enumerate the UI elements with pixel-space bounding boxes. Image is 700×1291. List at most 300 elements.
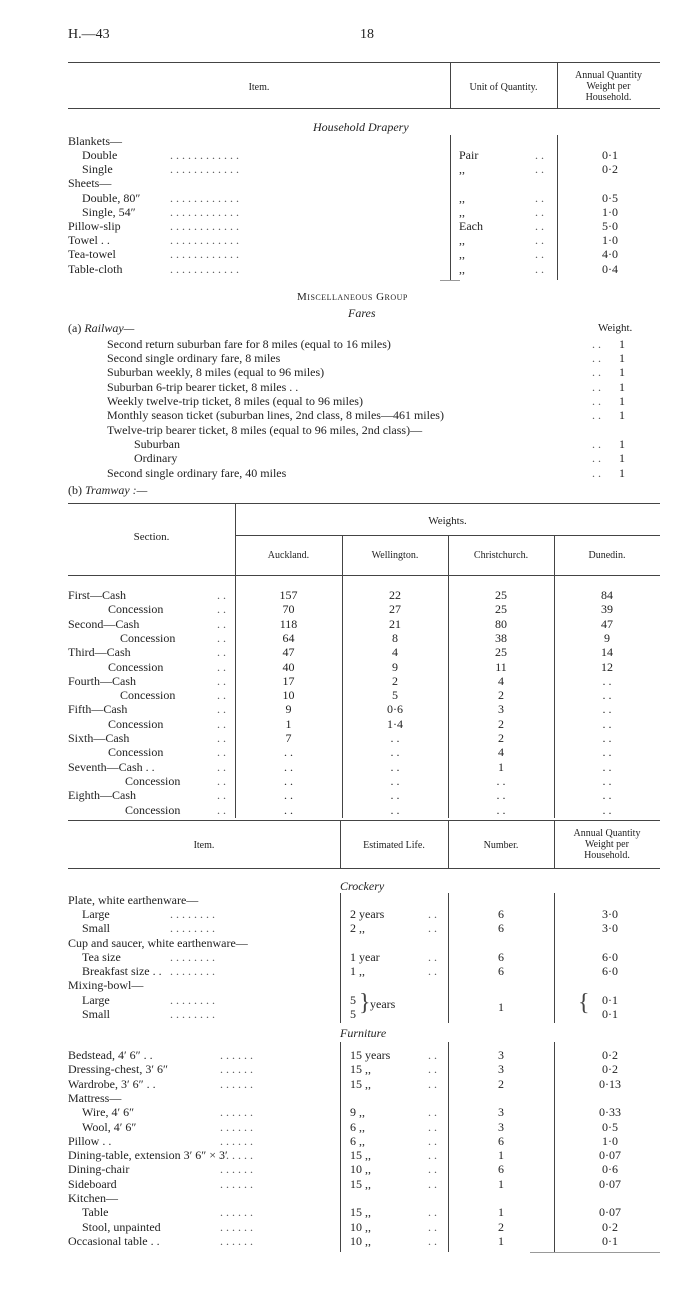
tram-value: 2 bbox=[498, 731, 504, 745]
tram-value: 10 bbox=[282, 688, 295, 703]
furniture-number: 3 bbox=[498, 1119, 504, 1134]
tram-value: 27 bbox=[389, 602, 401, 617]
tram-value: . . bbox=[390, 745, 400, 760]
dot-leader: . . bbox=[428, 1176, 437, 1191]
dot-leader: . . . . . . bbox=[220, 1119, 253, 1134]
furniture-life: 9 ,, bbox=[350, 1105, 365, 1120]
crockery-number: 1 bbox=[498, 1000, 504, 1014]
tram-value: 9 bbox=[392, 659, 398, 674]
crockery-qty: 3·0 bbox=[602, 907, 618, 921]
tram-value: . . bbox=[390, 788, 400, 803]
tramway-heading: (b) Tramway :— bbox=[68, 483, 148, 497]
tram-value: 8 bbox=[392, 630, 398, 645]
tram-value: 25 bbox=[495, 645, 507, 660]
furniture-number: 1 bbox=[498, 1233, 504, 1248]
fare-weight: 1 bbox=[619, 365, 625, 379]
tram-value: . . bbox=[390, 802, 400, 817]
drapery-unit: ,, bbox=[459, 247, 465, 261]
tram-value: 1 bbox=[498, 759, 504, 774]
drapery-qty: 0·2 bbox=[602, 162, 618, 176]
dot-leader: . . bbox=[535, 148, 544, 162]
dot-leader: . . bbox=[428, 1105, 437, 1120]
group-title-drapery: Household Drapery bbox=[313, 120, 409, 134]
tram-value: . . bbox=[602, 702, 612, 717]
tram-value: . . bbox=[284, 802, 293, 817]
fare-label: Twelve-trip bearer ticket, 8 miles (equal to 96 miles, 2nd class)— bbox=[107, 423, 423, 437]
crockery-number: 6 bbox=[498, 950, 504, 964]
tram-value: . . bbox=[496, 802, 506, 817]
tram-value: 2 bbox=[498, 716, 504, 731]
furniture-qty: 0·6 bbox=[602, 1162, 618, 1177]
dot-leader: . . bbox=[217, 745, 226, 760]
crockery-item-label: Large bbox=[82, 907, 110, 921]
crockery-title: Crockery bbox=[340, 879, 385, 893]
drapery-item-label: Blankets— bbox=[68, 134, 122, 148]
fares-subtitle: Fares bbox=[348, 306, 376, 320]
crockery-number: 6 bbox=[498, 921, 504, 935]
dot-leader: . . bbox=[428, 921, 437, 935]
tram-value: 12 bbox=[601, 659, 613, 674]
dot-leader: . . . . . . . . bbox=[170, 993, 215, 1007]
dot-leader: . . . . . . . . . . . . bbox=[170, 247, 239, 261]
dot-leader: . . . . . . bbox=[220, 1148, 253, 1163]
tram-value: 5 bbox=[392, 688, 398, 703]
tram-value: 7 bbox=[285, 731, 292, 745]
dot-leader: . . bbox=[592, 437, 601, 451]
furniture-item-label: Dressing-chest, 3′ 6″ bbox=[68, 1062, 168, 1077]
col-unit: Unit of Quantity. bbox=[469, 82, 538, 93]
tram-value: 40 bbox=[282, 659, 295, 674]
dot-leader: . . bbox=[428, 1119, 437, 1134]
fare-weight: 1 bbox=[619, 451, 625, 465]
tram-section-label: Fourth—Cash bbox=[68, 673, 137, 688]
dot-leader: . . bbox=[535, 247, 544, 261]
furniture-qty: 1·0 bbox=[602, 1133, 618, 1148]
furniture-qty: 0·5 bbox=[602, 1119, 618, 1134]
tram-value: . . bbox=[390, 773, 400, 788]
furniture-life: 15 ,, bbox=[350, 1076, 371, 1091]
furniture-number: 3 bbox=[498, 1105, 504, 1120]
col-annual-2: Annual Quantity Weight per Household. bbox=[573, 828, 641, 861]
fare-label: Second return suburban fare for 8 miles (equal to 16 miles) bbox=[107, 337, 391, 351]
dot-leader: . . bbox=[217, 630, 226, 645]
tram-section-label: Fifth—Cash bbox=[68, 702, 128, 717]
dot-leader: . . . . . . . . . . . . bbox=[170, 219, 239, 233]
bowl-years: years bbox=[370, 997, 396, 1011]
tram-value: 14 bbox=[601, 645, 613, 660]
dot-leader: . . . . . . bbox=[220, 1048, 253, 1062]
dot-leader: . . bbox=[217, 688, 226, 703]
dot-leader: . . . . . . bbox=[220, 1176, 253, 1191]
furniture-qty: 0·2 bbox=[602, 1219, 618, 1234]
dot-leader: . . bbox=[428, 1162, 437, 1177]
dot-leader: . . . . . . . . bbox=[170, 950, 215, 964]
dot-leader: . . . . . . bbox=[220, 1076, 253, 1091]
furniture-item-label: Stool, unpainted bbox=[82, 1219, 161, 1234]
furniture-qty: 0·07 bbox=[599, 1205, 621, 1220]
furniture-life: 6 ,, bbox=[350, 1119, 365, 1134]
drapery-unit: ,, bbox=[459, 162, 465, 176]
tram-section-label: Eighth—Cash bbox=[68, 788, 136, 803]
col-dunedin: Dunedin. bbox=[588, 550, 626, 561]
furniture-item-label: Occasional table . . bbox=[68, 1233, 160, 1248]
dot-leader: . . bbox=[535, 205, 544, 219]
drapery-item-label: Towel . . bbox=[68, 233, 110, 247]
dot-leader: . . bbox=[217, 659, 226, 674]
furniture-item-label: Kitchen— bbox=[68, 1191, 118, 1205]
fare-label: Weekly twelve-trip ticket, 8 miles (equal to 96 miles) bbox=[107, 394, 363, 408]
tram-value: 4 bbox=[392, 645, 398, 660]
drapery-qty: 0·1 bbox=[602, 148, 618, 162]
fare-label: Ordinary bbox=[134, 451, 178, 465]
dot-leader: . . bbox=[428, 950, 437, 964]
tram-value: . . bbox=[390, 759, 400, 774]
tram-value: 4 bbox=[498, 673, 504, 688]
furniture-item-label: Dining-chair bbox=[68, 1162, 130, 1177]
crockery-qty: 0·1 bbox=[602, 1007, 618, 1021]
fare-weight: 1 bbox=[619, 437, 625, 451]
crockery-qty: 0·1 bbox=[602, 993, 618, 1007]
drapery-item-label: Table-cloth bbox=[68, 262, 123, 276]
fare-label: Suburban 6-trip bearer ticket, 8 miles . . bbox=[107, 380, 299, 394]
dot-leader: . . bbox=[592, 408, 601, 422]
crockery-number: 6 bbox=[498, 964, 504, 978]
dot-leader: . . bbox=[217, 759, 226, 774]
dot-leader: . . bbox=[217, 616, 226, 631]
tram-section-label: Concession bbox=[120, 630, 176, 645]
drapery-item-label: Double bbox=[82, 148, 118, 162]
tram-value: . . bbox=[602, 673, 612, 688]
tram-value: 25 bbox=[495, 588, 507, 602]
document-code: H.—43 bbox=[68, 27, 110, 42]
furniture-item-label: Wool, 4′ 6″ bbox=[82, 1119, 137, 1134]
tram-value: 11 bbox=[495, 659, 507, 674]
tram-value: . . bbox=[602, 731, 612, 745]
dot-leader: . . bbox=[592, 451, 601, 465]
tram-value: 3 bbox=[498, 702, 504, 717]
crockery-item-label: Tea size bbox=[82, 950, 121, 964]
dot-leader: . . bbox=[428, 1148, 437, 1163]
dot-leader: . . . . . . . . . . . . bbox=[170, 205, 239, 219]
dot-leader: . . . . . . bbox=[220, 1133, 253, 1148]
tram-section-label: Sixth—Cash bbox=[68, 731, 130, 745]
furniture-qty: 0·2 bbox=[602, 1048, 618, 1062]
furniture-item-label: Wire, 4′ 6″ bbox=[82, 1105, 135, 1120]
tram-value: . . bbox=[602, 802, 612, 817]
drapery-qty: 1·0 bbox=[602, 233, 618, 247]
tram-value: . . bbox=[602, 745, 612, 760]
dot-leader: . . bbox=[592, 351, 601, 365]
tram-section-label: First—Cash bbox=[68, 588, 127, 602]
dot-leader: . . bbox=[428, 1219, 437, 1234]
tram-value: 47 bbox=[282, 645, 295, 660]
furniture-item-label: Bedstead, 4′ 6″ . . bbox=[68, 1048, 153, 1062]
tram-value: . . bbox=[284, 759, 293, 774]
dot-leader: . . bbox=[592, 394, 601, 408]
tram-value: 2 bbox=[392, 673, 398, 688]
furniture-life: 10 ,, bbox=[350, 1219, 371, 1234]
furniture-item-label: Sideboard bbox=[68, 1176, 117, 1191]
furniture-life: 10 ,, bbox=[350, 1162, 371, 1177]
furniture-life: 15 ,, bbox=[350, 1205, 371, 1220]
dot-leader: . . bbox=[428, 964, 437, 978]
crockery-qty: 6·0 bbox=[602, 950, 618, 964]
fare-weight: 1 bbox=[619, 380, 625, 394]
dot-leader: . . bbox=[217, 588, 226, 602]
tram-value: . . bbox=[602, 688, 612, 703]
drapery-qty: 4·0 bbox=[602, 247, 618, 261]
tram-value: 9 bbox=[285, 702, 292, 717]
drapery-qty: 5·0 bbox=[602, 219, 618, 233]
tram-value: 1 bbox=[285, 716, 292, 731]
dot-leader: . . bbox=[217, 802, 226, 817]
tram-value: 22 bbox=[389, 588, 401, 602]
crockery-item-label: Cup and saucer, white earthenware— bbox=[68, 936, 248, 950]
tram-value: 84 bbox=[601, 588, 613, 602]
tram-section-label: Concession bbox=[108, 716, 164, 731]
dot-leader: . . bbox=[535, 162, 544, 176]
dot-leader: . . bbox=[428, 1076, 437, 1091]
tram-value: 1·4 bbox=[387, 716, 403, 731]
dot-leader: . . . . . . bbox=[220, 1233, 253, 1248]
tram-value: 47 bbox=[601, 616, 613, 631]
dot-leader: . . bbox=[592, 380, 601, 394]
fare-weight: 1 bbox=[619, 394, 625, 408]
dot-leader: . . bbox=[428, 907, 437, 921]
crockery-item-label: Small bbox=[82, 921, 111, 935]
railway-heading: (a) Railway— bbox=[68, 321, 135, 335]
fare-weight: 1 bbox=[619, 408, 625, 422]
furniture-number: 6 bbox=[498, 1133, 504, 1148]
drapery-item-label: Single, 54″ bbox=[82, 205, 136, 219]
fare-weight: 1 bbox=[619, 466, 625, 480]
tram-value: . . bbox=[284, 745, 293, 760]
dot-leader: . . bbox=[217, 702, 226, 717]
col-auckland: Auckland. bbox=[267, 550, 310, 561]
fare-label: Monthly season ticket (suburban lines, 2nd class, 8 miles—461 miles) bbox=[107, 408, 444, 422]
furniture-number: 1 bbox=[498, 1148, 504, 1163]
tram-section-label: Seventh—Cash . . bbox=[68, 759, 155, 774]
drapery-item-label: Pillow-slip bbox=[68, 219, 121, 233]
col-weights: Weights. bbox=[428, 515, 467, 527]
tram-value: 118 bbox=[279, 616, 298, 631]
col-item-2: Item. bbox=[193, 840, 215, 851]
tram-value: 157 bbox=[279, 588, 298, 602]
dot-leader: . . bbox=[217, 602, 226, 617]
furniture-life: 6 ,, bbox=[350, 1133, 365, 1148]
dot-leader: . . bbox=[428, 1133, 437, 1148]
fare-weight: 1 bbox=[619, 351, 625, 365]
tram-value: 70 bbox=[282, 602, 295, 617]
furniture-qty: 0·1 bbox=[602, 1233, 618, 1248]
crockery-life: 2 ,, bbox=[350, 921, 365, 935]
furniture-life: 15 years bbox=[350, 1048, 391, 1062]
furniture-qty: 0·07 bbox=[599, 1176, 621, 1191]
dot-leader: . . bbox=[217, 773, 226, 788]
dot-leader: . . bbox=[428, 1233, 437, 1248]
bowl-brace: } bbox=[359, 990, 371, 1016]
page-number: 18 bbox=[360, 27, 374, 42]
dot-leader: . . bbox=[217, 673, 226, 688]
drapery-item-label: Sheets— bbox=[68, 176, 112, 190]
tram-section-label: Third—Cash bbox=[68, 645, 131, 660]
col-life: Estimated Life. bbox=[363, 840, 425, 851]
furniture-number: 1 bbox=[498, 1176, 504, 1191]
crockery-life: 1 ,, bbox=[350, 964, 365, 978]
col-section: Section. bbox=[133, 531, 170, 543]
drapery-unit: Pair bbox=[459, 148, 479, 162]
dot-leader: . . . . . . . . bbox=[170, 907, 215, 921]
top-rule bbox=[68, 62, 660, 63]
furniture-number: 2 bbox=[498, 1076, 504, 1091]
furniture-life: 15 ,, bbox=[350, 1176, 371, 1191]
furniture-life: 15 ,, bbox=[350, 1148, 371, 1163]
drapery-item-label: Double, 80″ bbox=[82, 191, 141, 205]
dot-leader: . . bbox=[592, 337, 601, 351]
tram-value: . . bbox=[496, 788, 506, 803]
crockery-qty: 6·0 bbox=[602, 964, 618, 978]
tram-section-label: Concession bbox=[108, 659, 164, 674]
dot-leader: . . bbox=[592, 365, 601, 379]
dot-leader: . . bbox=[428, 1205, 437, 1220]
tram-section-label: Concession bbox=[125, 802, 181, 817]
col-number: Number. bbox=[483, 840, 519, 851]
dot-leader: . . . . . . bbox=[220, 1219, 253, 1234]
misc-title: Miscellaneous Group bbox=[297, 291, 408, 303]
tram-value: 2 bbox=[498, 688, 504, 703]
tram-value: . . bbox=[602, 759, 612, 774]
dot-leader: . . . . . . . . bbox=[170, 1007, 215, 1021]
fare-label: Suburban weekly, 8 miles (equal to 96 miles) bbox=[107, 365, 325, 379]
furniture-qty: 0·13 bbox=[599, 1076, 621, 1091]
dot-leader: . . . . . . bbox=[220, 1105, 253, 1120]
bowl-qty-brace: { bbox=[578, 990, 590, 1016]
crockery-life: 5 bbox=[350, 1007, 356, 1021]
drapery-unit: ,, bbox=[459, 205, 465, 219]
tram-value: 9 bbox=[604, 630, 610, 645]
dot-leader: . . bbox=[428, 1062, 437, 1077]
furniture-number: 3 bbox=[498, 1048, 504, 1062]
furniture-qty: 0·07 bbox=[599, 1148, 621, 1163]
furniture-item-label: Table bbox=[82, 1205, 109, 1220]
furniture-number: 6 bbox=[498, 1162, 504, 1177]
fare-label: Second single ordinary fare, 40 miles bbox=[107, 466, 287, 480]
dot-leader: . . bbox=[535, 233, 544, 247]
crockery-life: 2 years bbox=[350, 907, 385, 921]
dot-leader: . . bbox=[217, 645, 226, 660]
tram-value: 25 bbox=[495, 602, 507, 617]
tram-value: . . bbox=[496, 773, 506, 788]
furniture-qty: 0·33 bbox=[599, 1105, 621, 1120]
furniture-number: 1 bbox=[498, 1205, 504, 1220]
crockery-number: 6 bbox=[498, 907, 504, 921]
tram-value: . . bbox=[602, 716, 612, 731]
fare-weight: 1 bbox=[619, 337, 625, 351]
furniture-number: 2 bbox=[498, 1219, 504, 1234]
tram-section-label: Concession bbox=[108, 745, 164, 760]
tram-section-label: Concession bbox=[120, 688, 176, 703]
crockery-item-label: Breakfast size . . bbox=[82, 964, 162, 978]
furniture-number: 3 bbox=[498, 1062, 504, 1077]
drapery-unit: ,, bbox=[459, 233, 465, 247]
dot-leader: . . bbox=[217, 731, 226, 745]
dot-leader: . . . . . . . . . . . . bbox=[170, 148, 239, 162]
dot-leader: . . . . . . . . . . . . bbox=[170, 262, 239, 276]
furniture-item-label: Wardrobe, 3′ 6″ . . bbox=[68, 1076, 156, 1091]
dot-leader: . . bbox=[535, 219, 544, 233]
tram-value: . . bbox=[602, 773, 612, 788]
tram-value: . . bbox=[390, 731, 400, 745]
furniture-qty: 0·2 bbox=[602, 1062, 618, 1077]
dot-leader: . . . . . . . . . . . . bbox=[170, 191, 239, 205]
tram-value: . . bbox=[284, 773, 293, 788]
tram-section-label: Concession bbox=[108, 602, 164, 617]
tram-value: 4 bbox=[498, 745, 504, 760]
tram-value: 0·6 bbox=[387, 702, 403, 717]
drapery-qty: 0·5 bbox=[602, 191, 618, 205]
drapery-item-label: Single bbox=[82, 162, 113, 176]
tram-value: . . bbox=[284, 788, 293, 803]
drapery-qty: 1·0 bbox=[602, 205, 618, 219]
furniture-item-label: Dining-table, extension 3′ 6″ × 3′ bbox=[68, 1148, 228, 1163]
furniture-life: 10 ,, bbox=[350, 1233, 371, 1248]
crockery-life: 5 bbox=[350, 993, 356, 1007]
furniture-title: Furniture bbox=[340, 1026, 387, 1040]
furniture-life: 15 ,, bbox=[350, 1062, 371, 1077]
furniture-item-label: Mattress— bbox=[68, 1090, 122, 1105]
crockery-item-label: Mixing-bowl— bbox=[68, 978, 144, 992]
dot-leader: . . . . . . . . bbox=[170, 921, 215, 935]
col-christchurch: Christchurch. bbox=[473, 550, 529, 561]
drapery-unit: ,, bbox=[459, 191, 465, 205]
drapery-unit: Each bbox=[459, 219, 483, 233]
dot-leader: . . . . . . . . bbox=[170, 964, 215, 978]
drapery-unit: ,, bbox=[459, 262, 465, 276]
crockery-life: 1 year bbox=[350, 950, 380, 964]
col-item: Item. bbox=[248, 82, 270, 93]
drapery-item-label: Tea-towel bbox=[68, 247, 116, 261]
dot-leader: . . . . . . . . . . . . bbox=[170, 233, 239, 247]
crockery-item-label: Small bbox=[82, 1007, 111, 1021]
dot-leader: . . . . . . . . . . . . bbox=[170, 162, 239, 176]
dot-leader: . . bbox=[217, 716, 226, 731]
fare-label: Suburban bbox=[134, 437, 180, 451]
weight-label: Weight. bbox=[598, 322, 633, 334]
tram-value: 38 bbox=[495, 630, 507, 645]
dot-leader: . . bbox=[217, 788, 226, 803]
tram-value: 21 bbox=[389, 616, 401, 631]
fare-label: Second single ordinary fare, 8 miles bbox=[107, 351, 281, 365]
drapery-qty: 0·4 bbox=[602, 262, 618, 276]
crockery-qty: 3·0 bbox=[602, 921, 618, 935]
dot-leader: . . bbox=[535, 262, 544, 276]
dot-leader: . . bbox=[428, 1048, 437, 1062]
dot-leader: . . bbox=[535, 191, 544, 205]
col-annual: Annual Quantity Weight per Household. bbox=[575, 70, 642, 103]
tram-value: 39 bbox=[601, 602, 613, 617]
crockery-item-label: Plate, white earthenware— bbox=[68, 893, 199, 907]
tram-value: 17 bbox=[282, 673, 295, 688]
tram-value: . . bbox=[602, 788, 612, 803]
dot-leader: . . . . . . bbox=[220, 1062, 253, 1077]
dot-leader: . . . . . . bbox=[220, 1205, 253, 1220]
furniture-item-label: Pillow . . bbox=[68, 1133, 112, 1148]
tram-value: 64 bbox=[282, 630, 295, 645]
crockery-item-label: Large bbox=[82, 993, 110, 1007]
tram-value: 80 bbox=[495, 616, 507, 631]
tram-section-label: Second—Cash bbox=[68, 616, 140, 631]
dot-leader: . . bbox=[592, 466, 601, 480]
